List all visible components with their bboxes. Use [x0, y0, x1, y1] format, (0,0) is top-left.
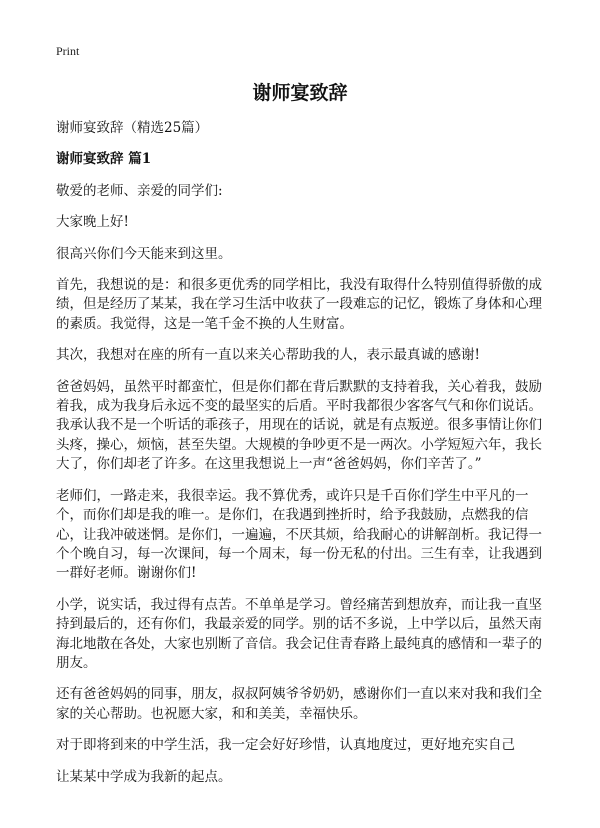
paragraph-parents: 爸爸妈妈，虽然平时都蛮忙，但是你们都在背后默默的支持着我，关心着我，鼓励着我，成为我身后永远不变的最坚实的后盾。平时我都很少客客气气和你们说话。我承认我不是一个听话的乖孩子，用现在的话说，就是有点叛逆。很多事情让你们头疼，操心，烦恼，甚至失望。大规模的争吵更不是一两次。小学短短六年，我长大了，你们却老了许多。在这里我想说上一声“爸爸妈妈，你们辛苦了。”	[56, 378, 542, 473]
document-subtitle: 谢师宴致辞（精选25篇）	[56, 120, 209, 136]
paragraph-family-friends: 还有爸爸妈妈的同事，朋友，叔叔阿姨爷爷奶奶，感谢你们一直以来对我和我们全家的关心帮助。也祝愿大家，和和美美，幸福快乐。	[56, 686, 542, 722]
paragraph-classmates: 小学，说实话，我过得有点苦。不单单是学习。曾经痛苦到想放弃，而让我一直坚持到最后的，还有你们，我最亲爱的同学。别的话不多说，上中学以后，虽然天南海北地散在各处，大家也别断了音信。我会记住青春路上最纯真的感情和一辈子的朋友。	[56, 596, 542, 671]
print-link[interactable]: Print	[56, 44, 80, 58]
paragraph-first: 首先，我想说的是：和很多更优秀的同学相比，我没有取得什么特别值得骄傲的成绩，但是经历了某某，我在学习生活中收获了一段难忘的记忆，锻炼了身体和心理的素质。我觉得，这是一笔千金不换的人生财富。	[56, 277, 542, 332]
paragraph-future: 对于即将到来的中学生活，我一定会好好珍惜，认真地度过，更好地充实自己	[56, 737, 515, 754]
section-heading: 谢师宴致辞 篇1	[56, 151, 152, 168]
paragraph-closing: 让某某中学成为我新的起点。	[56, 768, 232, 785]
paragraph-salutation: 大家晚上好!	[56, 214, 129, 231]
article-body	[56, 119, 548, 799]
paragraph-second: 其次，我想对在座的所有一直以来关心帮助我的人，表示最真诚的感谢!	[56, 347, 480, 364]
paragraph-teachers: 老师们，一路走来，我很幸运。我不算优秀，或许只是千百你们学生中平凡的一个，而你们却是我的唯一。是你们，在我遇到挫折时，给予我鼓励，点燃我的信心，让我冲破迷惘。是你们，一遍遍，不厌其烦，给我耐心的讲解剖析。我记得一个个晚自习，每一次课间，每一个周末，每一份无私的付出。三生有幸，让我遇到一群好老师。谢谢你们!	[56, 487, 542, 582]
paragraph-greeting: 敬爱的老师、亲爱的同学们:	[56, 182, 223, 199]
paragraph-welcome: 很高兴你们今天能来到这里。	[56, 245, 232, 262]
page-title: 谢师宴致辞	[252, 82, 348, 104]
